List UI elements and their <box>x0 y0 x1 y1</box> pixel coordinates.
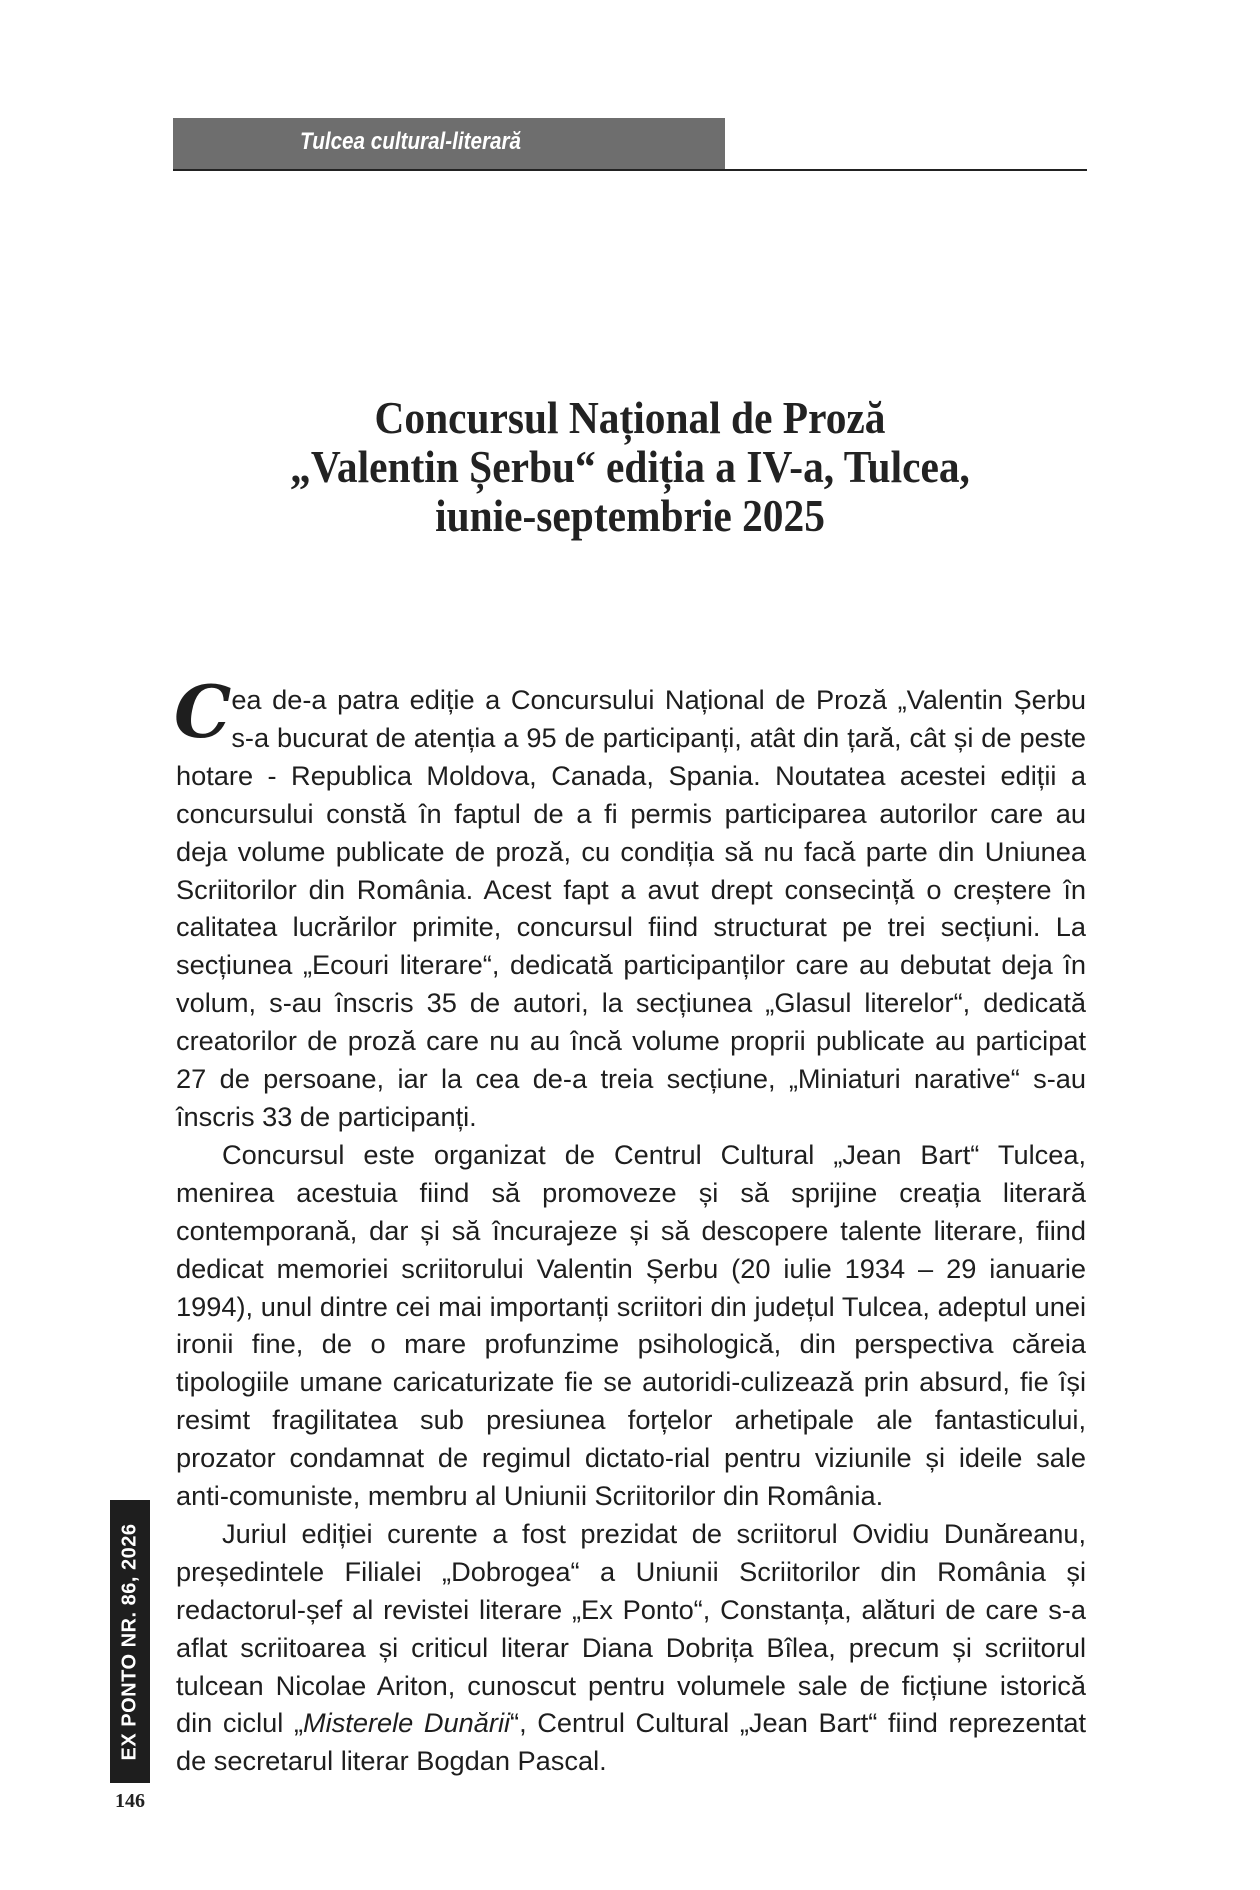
journal-issue-text: EX PONTO NR. 86, 2026 <box>118 1523 141 1760</box>
article-title-line: Concursul Național de Proză <box>374 392 886 443</box>
article-body <box>174 669 1086 1780</box>
paragraph-text: Juriul ediției curente a fost prezidat de scriitorul Ovidiu Dunăreanu, președintele Filialei „Dobrogea“ a Uniunii Scriitorilor din România și redactorul-șef al revistei literare „Ex Ponto“, Constanța, alături de care s-a aflat scriitoarea și criticul literar Diana Dobrița Bîlea, precum și scriitorul tulcean Nicolae Ariton, cunoscut pentru volumele sale de ficțiune istorică din ciclul „ <box>176 1517 1086 1739</box>
header-rule <box>173 169 1087 171</box>
article-title-line: „Valentin Șerbu“ ediția a IV-a, Tulcea, <box>290 441 970 492</box>
section-header-title: Tulcea cultural-literară <box>300 128 522 155</box>
paragraph <box>176 1515 1086 1780</box>
page-number: 146 <box>115 1790 145 1812</box>
paragraph <box>174 669 1086 1136</box>
article-title-line: iunie-septembrie 2025 <box>435 490 825 541</box>
book-series-title: Misterele Dunării <box>303 1707 511 1739</box>
paragraph-text: ea de-a patra ediție a Concursului Național de Proză „Valentin Șerbu s-a bucurat de atenția a 95 de participanți, atât din țară, cât și de peste hotare - Republica Moldova, Canada, Spania. Noutatea acestei ediții a concursului constă în faptul de a fi permis participarea autorilor care au deja volume publicate de proză, cu condiția să nu facă parte din Uniunea Scriitorilor din România. Acest fapt a avut drept consecință o creștere în calitatea lucrărilor primite, concursul fiind structurat pe trei secțiuni. La secțiunea „Ecouri literare“, dedicată participanților care au debutat deja în volum, s-au înscris 35 de autori, la secțiunea „Glasul literelor“, dedicată creatorilor de proză care nu au încă volume proprii publicate au participat 27 de persoane, iar la cea de-a treia secțiune, „Miniaturi narative“ s-au înscris 33 de participanți. <box>176 684 1086 1132</box>
paragraph: Concursul este organizat de Centrul Cultural „Jean Bart“ Tulcea, menirea acestuia fiind să promoveze și să sprijine creația literară contemporană, dar și să încurajeze și să descopere talente literare, fiind dedicat memoriei scriitorului Valentin Șerbu (20 iulie 1934 – 29 ianuarie 1994), unul dintre cei mai importanți scriitori din județul Tulcea, adeptul unei ironii fine, de o mare profunzime psihologică, din perspectiva căreia tipologiile umane caricaturizate fie se autoridi-culizează prin absurd, fie își resimt fragilitatea sub presiunea forțelor arhetipale ale fantasticului, prozator condamnat de regimul dictato-rial pentru viziunile și ideile sale anti-comuniste, membru al Uniunii Scriitorilor din România. <box>176 1138 1086 1512</box>
article-title <box>173 393 1087 540</box>
journal-sidebar-label <box>110 1500 150 1783</box>
paragraph-text: “, Centrul Cultural „Jean Bart“ fiind reprezentat de secretarul literar Bogdan Pascal. <box>176 1707 1086 1777</box>
drop-cap: C <box>174 669 232 754</box>
